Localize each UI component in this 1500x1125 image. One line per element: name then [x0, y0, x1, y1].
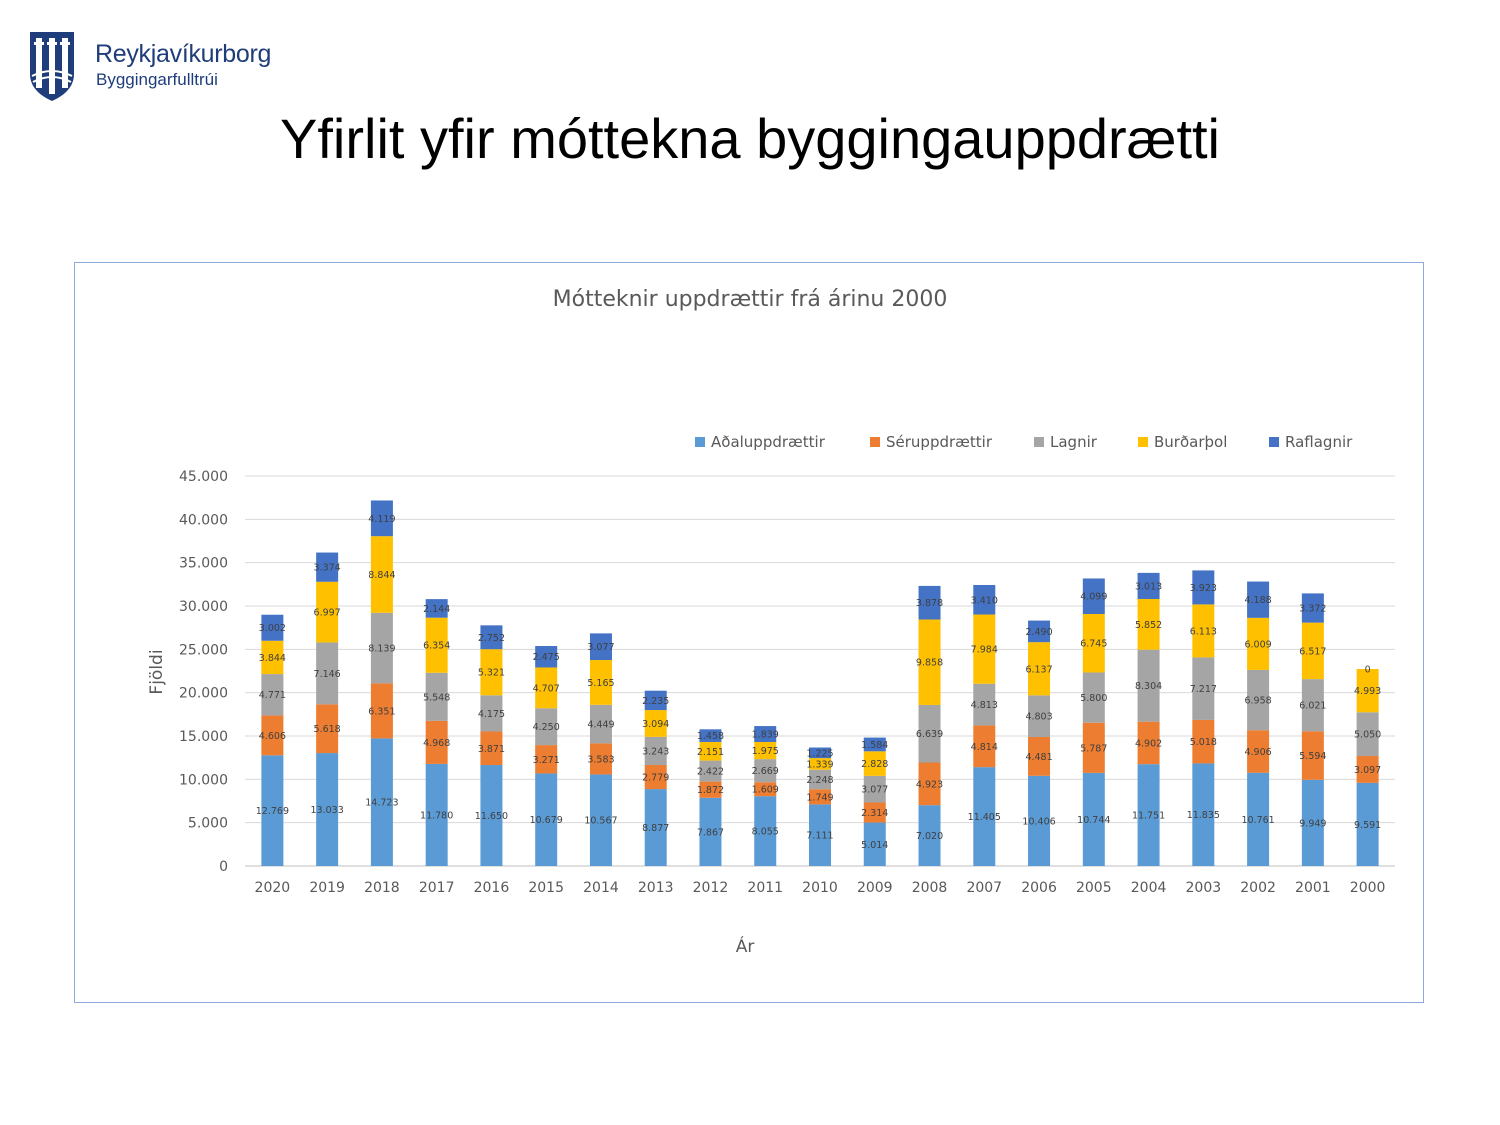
- x-tick-label: 2018: [364, 880, 400, 896]
- legend-label: Lagnir: [1050, 433, 1097, 451]
- data-label: 5.321: [477, 667, 506, 679]
- data-label: 2.752: [477, 632, 506, 644]
- x-axis-ticks: [255, 880, 1386, 896]
- y-axis-title: Fjöldi: [147, 649, 167, 695]
- data-label: 3.097: [1354, 764, 1382, 776]
- legend-label: Séruppdrættir: [886, 433, 992, 451]
- data-label: 6.113: [1189, 626, 1217, 638]
- data-label: 4.813: [970, 700, 998, 712]
- y-tick-label: 20.000: [179, 685, 228, 702]
- data-label: 4.481: [1025, 751, 1053, 763]
- shield-icon: [28, 30, 76, 102]
- data-label: 5.594: [1299, 751, 1327, 763]
- legend-swatch: [870, 437, 880, 447]
- data-label: 14.723: [365, 797, 399, 809]
- x-axis-title: Ár: [735, 937, 755, 957]
- data-label: 6.021: [1299, 700, 1327, 712]
- legend: [695, 433, 1353, 451]
- y-tick-label: 35.000: [179, 555, 228, 572]
- data-label: 2.669: [751, 766, 779, 778]
- x-tick-label: 2011: [747, 880, 784, 896]
- data-label: 1.609: [751, 784, 779, 796]
- data-label: 5.548: [423, 692, 451, 704]
- data-label: 10.567: [584, 815, 618, 827]
- y-tick-label: 5.000: [187, 815, 228, 832]
- data-label: 9.949: [1299, 818, 1327, 830]
- data-label: 5.165: [587, 677, 615, 689]
- data-label: 3.583: [587, 754, 615, 766]
- data-label: 8.304: [1134, 681, 1163, 693]
- data-label: 5.018: [1189, 737, 1217, 749]
- data-label: 4.250: [532, 722, 560, 734]
- x-tick-label: 2001: [1295, 880, 1331, 896]
- data-label: 5.050: [1354, 729, 1382, 741]
- data-label: 6.958: [1244, 695, 1272, 707]
- x-tick-label: 2019: [309, 880, 345, 896]
- data-label: 2.248: [806, 774, 834, 786]
- data-label: 3.374: [313, 562, 341, 574]
- data-label: 4.968: [423, 737, 451, 749]
- data-label: 3.844: [258, 652, 286, 664]
- stacked-bar-chart: [75, 263, 1425, 1004]
- data-label: 4.902: [1134, 738, 1163, 750]
- data-label: 3.077: [861, 784, 889, 796]
- data-label: 9.591: [1354, 819, 1382, 831]
- data-label: 6.137: [1025, 664, 1053, 676]
- org-unit: Byggingarfulltrúi: [96, 70, 218, 89]
- data-label: 7.111: [806, 830, 834, 842]
- data-label: 5.618: [313, 724, 341, 736]
- data-label: 8.055: [751, 826, 779, 838]
- data-label: 4.814: [970, 741, 998, 753]
- x-tick-label: 2017: [418, 880, 455, 896]
- data-label: 10.744: [1077, 814, 1111, 826]
- data-label: 3.878: [915, 598, 944, 610]
- data-label: 4.923: [915, 779, 944, 791]
- data-label: 6.745: [1080, 638, 1108, 650]
- data-label: 2.151: [696, 746, 725, 758]
- legend-swatch: [1269, 437, 1279, 447]
- slide-title: Yfirlit yfir móttekna byggingauppdrætti: [280, 107, 1220, 170]
- x-tick-label: 2020: [254, 880, 291, 896]
- data-label: 4.175: [477, 708, 506, 720]
- data-label: 10.679: [529, 815, 563, 827]
- data-label: 3.094: [642, 718, 670, 730]
- y-tick-label: 45.000: [179, 469, 228, 485]
- legend-label: Raflagnir: [1285, 433, 1353, 451]
- data-label: 4.993: [1354, 686, 1382, 698]
- data-label: 5.787: [1080, 743, 1108, 755]
- data-label: 1.584: [861, 739, 889, 751]
- data-label: 7.867: [696, 827, 725, 839]
- y-tick-label: 10.000: [179, 772, 228, 789]
- chart-title: Mótteknir uppdrættir frá árinu 2000: [552, 287, 948, 312]
- data-label: 5.800: [1080, 693, 1108, 705]
- y-tick-label: 40.000: [179, 512, 228, 529]
- data-label: 1.749: [806, 792, 834, 804]
- x-tick-label: 2004: [1130, 880, 1167, 896]
- data-label: 4.803: [1025, 711, 1053, 723]
- data-label: 0: [1364, 664, 1371, 676]
- data-label: 8.844: [368, 569, 396, 581]
- data-label: 6.997: [313, 607, 341, 619]
- y-tick-label: 25.000: [179, 642, 228, 659]
- data-label: 3.002: [258, 623, 286, 635]
- legend-swatch: [695, 437, 705, 447]
- data-label: 2.475: [532, 652, 560, 664]
- data-label: 2.490: [1025, 626, 1053, 638]
- data-label: 2.314: [861, 808, 889, 820]
- x-tick-label: 2005: [1075, 880, 1112, 896]
- data-label: 5.852: [1134, 619, 1163, 631]
- data-label: 2.779: [642, 772, 670, 784]
- data-label: 5.014: [861, 839, 889, 851]
- legend-label: Aðaluppdrættir: [711, 433, 825, 451]
- legend-swatch: [1034, 437, 1044, 447]
- data-label: 6.639: [915, 729, 944, 741]
- data-label: 8.877: [642, 823, 670, 835]
- y-tick-label: 0: [219, 859, 228, 875]
- data-label: 7.217: [1189, 684, 1217, 696]
- data-label: 6.009: [1244, 639, 1272, 651]
- data-label: 4.906: [1244, 746, 1272, 758]
- x-tick-label: 2000: [1349, 880, 1386, 896]
- legend-label: Burðarþol: [1154, 433, 1228, 451]
- data-label: 4.771: [258, 690, 286, 702]
- data-label: 7.146: [313, 668, 341, 680]
- data-label: 11.405: [967, 812, 1001, 824]
- x-tick-label: 2016: [473, 880, 510, 896]
- data-label: 4.606: [258, 730, 286, 742]
- data-label: 6.354: [423, 640, 451, 652]
- data-label: 1.975: [751, 746, 779, 758]
- data-label: 2.235: [642, 695, 670, 707]
- org-name: Reykjavíkurborg: [95, 40, 272, 68]
- x-tick-label: 2003: [1185, 880, 1222, 896]
- data-label: 7.984: [970, 644, 998, 656]
- x-tick-label: 2014: [583, 880, 619, 896]
- data-label: 4.449: [587, 719, 615, 731]
- data-label: 13.033: [310, 805, 344, 817]
- data-label: 1.458: [696, 731, 725, 743]
- data-label: 6.351: [368, 706, 396, 718]
- data-label: 9.858: [915, 657, 944, 669]
- x-tick-label: 2006: [1021, 880, 1057, 896]
- data-label: 12.769: [255, 806, 290, 818]
- data-label: 7.020: [915, 831, 944, 843]
- data-label: 10.406: [1022, 816, 1056, 828]
- x-tick-label: 2013: [637, 880, 674, 896]
- x-tick-label: 2009: [856, 880, 893, 896]
- x-tick-label: 2015: [528, 880, 565, 896]
- data-label: 1.225: [806, 748, 834, 760]
- data-label: 6.517: [1299, 646, 1327, 658]
- data-label: 11.835: [1186, 810, 1220, 822]
- data-label: 1.872: [696, 785, 725, 797]
- chart-frame: [74, 262, 1424, 1003]
- y-tick-label: 15.000: [179, 729, 228, 745]
- legend-swatch: [1138, 437, 1148, 447]
- data-label: 8.139: [368, 643, 396, 655]
- data-label: 4.119: [368, 513, 396, 525]
- x-tick-label: 2008: [911, 880, 948, 896]
- y-tick-label: 30.000: [179, 599, 228, 615]
- bars: [256, 500, 1381, 866]
- data-label: 2.422: [696, 766, 725, 778]
- data-label: 11.650: [474, 811, 509, 823]
- data-label: 4.188: [1244, 595, 1272, 607]
- data-label: 11.751: [1131, 810, 1166, 822]
- data-label: 3.243: [642, 746, 670, 758]
- data-label: 3.410: [970, 595, 998, 607]
- data-label: 3.271: [532, 754, 560, 766]
- data-label: 11.780: [420, 810, 454, 822]
- data-label: 3.013: [1134, 581, 1163, 593]
- x-tick-label: 2007: [966, 880, 1003, 896]
- data-label: 3.372: [1299, 603, 1327, 615]
- x-tick-label: 2012: [692, 880, 729, 896]
- data-label: 3.871: [477, 743, 506, 755]
- x-tick-label: 2002: [1240, 880, 1276, 896]
- data-label: 10.761: [1241, 814, 1275, 826]
- data-label: 1.339: [806, 759, 834, 771]
- org-logo: [28, 30, 288, 102]
- data-label: 2.144: [423, 603, 451, 615]
- x-tick-label: 2010: [802, 880, 838, 896]
- data-label: 3.923: [1189, 582, 1217, 594]
- data-label: 1.839: [751, 729, 779, 741]
- data-label: 4.707: [532, 683, 560, 695]
- y-axis-ticks: [179, 469, 228, 875]
- data-label: 4.099: [1080, 591, 1108, 603]
- data-label: 3.077: [587, 642, 615, 654]
- data-label: 2.828: [861, 759, 889, 771]
